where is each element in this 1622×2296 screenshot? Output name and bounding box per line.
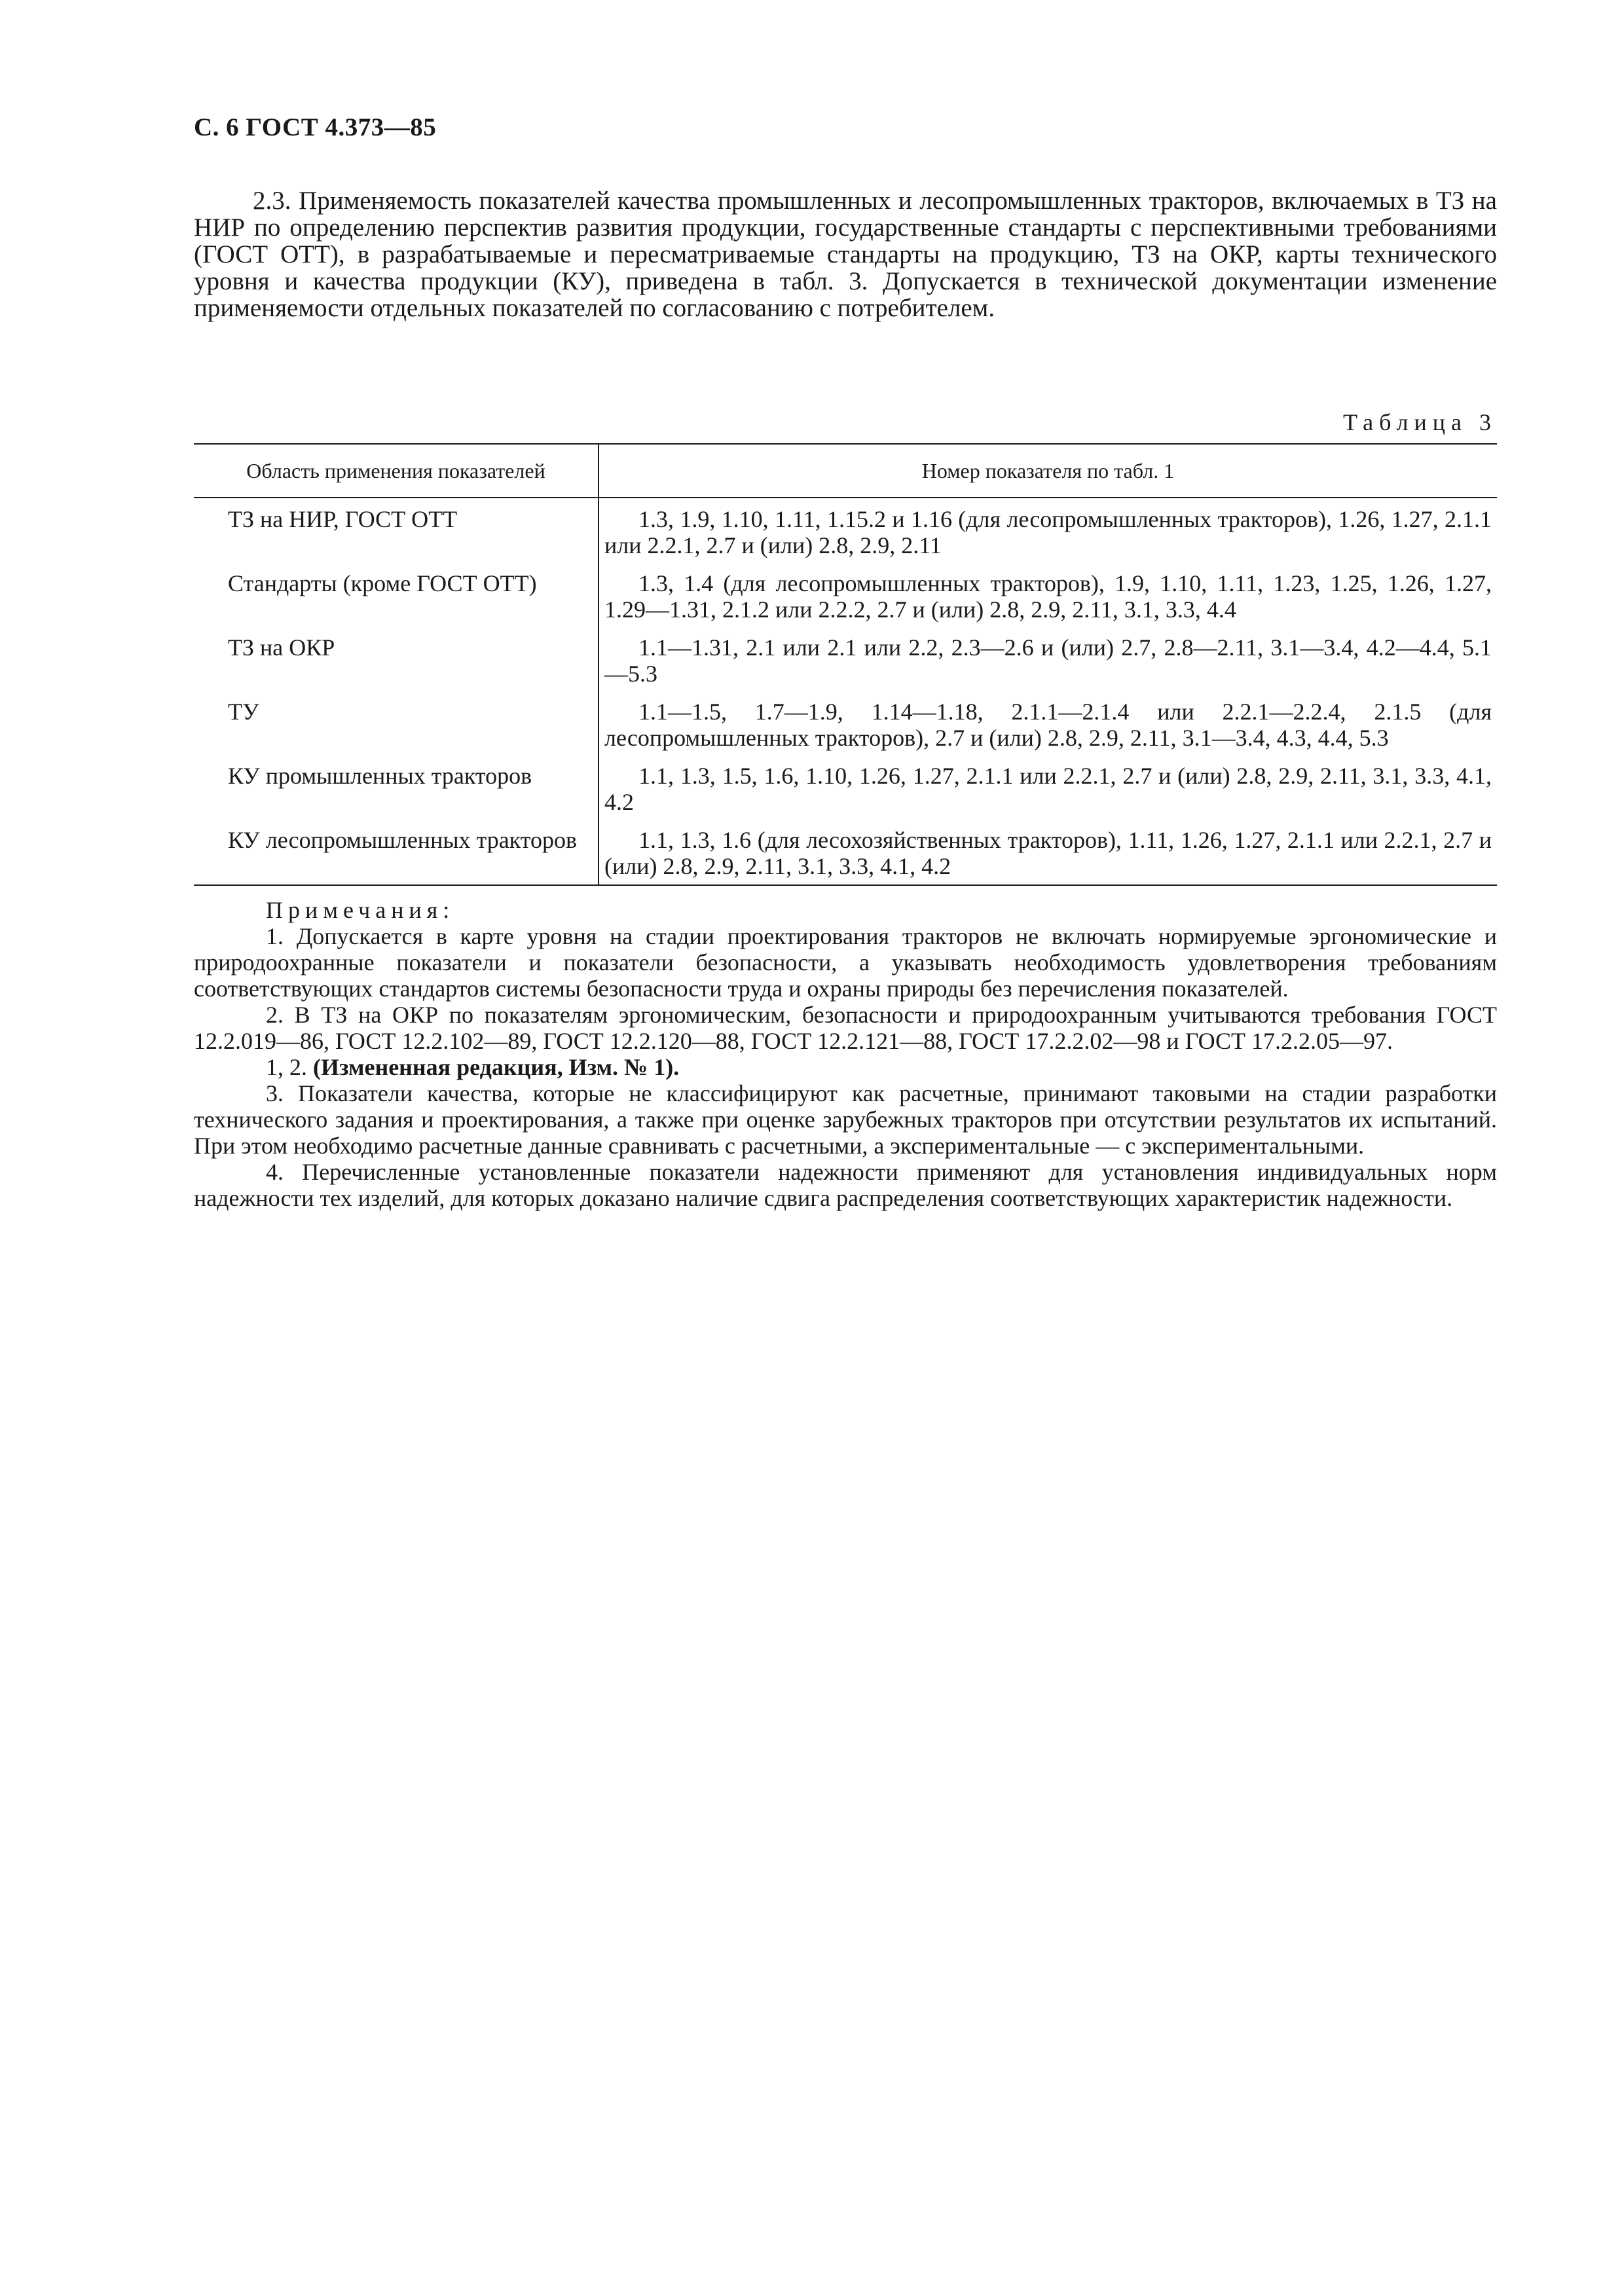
row-numbers: 1.3, 1.4 (для лесопромышленных тракторов), 1.9, 1.10, 1.11, 1.23, 1.25, 1.26, 1.27, 1.29—1.31, 2.1.2 или 2.2.2, 2.7 и (или) 2.8, 2.9, 2.11, 3.1, 3.3, 4.4	[599, 564, 1497, 628]
row-area: Стандарты (кроме ГОСТ ОТТ)	[228, 570, 537, 596]
note-item: 1. Допускается в карте уровня на стадии проектирования тракторов не включать нормируемые эргономические и природоохранные показатели и показатели безопасности, а указывать необходимость удовлетворения требованиям соответствующих стандартов системы безопасности труда и охраны природы без перечисления показателей.	[194, 923, 1497, 1002]
column-header-numbers: Номер показателя по табл. 1	[599, 444, 1497, 498]
row-numbers: 1.1, 1.3, 1.6 (для лесохозяйственных тракторов), 1.11, 1.26, 1.27, 2.1.1 или 2.2.1, 2.7 и (или) 2.8, 2.9, 2.11, 3.1, 3.3, 4.1, 4.2	[599, 820, 1497, 885]
note-item: 4. Перечисленные установленные показатели надежности применяют для установления индивидуальных норм надежности тех изделий, для которых доказано наличие сдвига распределения соответствующих характеристик надежности.	[194, 1159, 1497, 1211]
row-numbers: 1.1, 1.3, 1.5, 1.6, 1.10, 1.26, 1.27, 2.1.1 или 2.2.1, 2.7 и (или) 2.8, 2.9, 2.11, 3.1, 3.3, 4.1, 4.2	[599, 756, 1497, 820]
amendment-line	[194, 1054, 1497, 1080]
row-area: ТЗ на ОКР	[228, 634, 335, 661]
note-item: 3. Показатели качества, которые не классифицируют как расчетные, принимают таковыми на стадии разработки технического задания и проектирования, а также при оценке зарубежных тракторов при отсутствии результатов их испытаний. При этом необходимо расчетные данные сравнивать с расчетными, а экспериментальные — с экспериментальными.	[194, 1080, 1497, 1159]
column-header-area: Область применения показателей	[194, 444, 599, 498]
row-area: КУ лесопромышленных тракторов	[194, 820, 599, 885]
note-item: 2. В ТЗ на ОКР по показателям эргономическим, безопасности и природоохранным учитываются требования ГОСТ 12.2.019—86, ГОСТ 12.2.102—89, ГОСТ 12.2.120—88, ГОСТ 12.2.121—88, ГОСТ 17.2.2.02—98 и ГОСТ 17.2.2.05—97.	[194, 1002, 1497, 1054]
row-area: ТУ	[228, 699, 259, 725]
row-numbers: 1.1—1.31, 2.1 или 2.1 или 2.2, 2.3—2.6 и (или) 2.7, 2.8—2.11, 3.1—3.4, 4.2—4.4, 5.1—5.3	[599, 628, 1497, 692]
applicability-table	[194, 443, 1497, 886]
table-caption: Таблица 3	[1343, 409, 1497, 435]
page-header: С. 6 ГОСТ 4.373—85	[194, 113, 437, 141]
amendment-prefix: 1, 2.	[266, 1054, 307, 1080]
table-row	[194, 564, 1497, 628]
table-row	[194, 820, 1497, 885]
table-row	[194, 628, 1497, 692]
row-area: КУ промышленных тракторов	[228, 763, 532, 789]
table-row	[194, 756, 1497, 820]
table-row	[194, 498, 1497, 564]
row-numbers: 1.1—1.5, 1.7—1.9, 1.14—1.18, 2.1.1—2.1.4 или 2.2.1—2.2.4, 2.1.5 (для лесопромышленных тракторов), 2.7 и (или) 2.8, 2.9, 2.11, 3.1—3.4, 4.3, 4.4, 5.3	[599, 692, 1497, 756]
notes-title: Примечания:	[266, 897, 455, 923]
row-area: ТЗ на НИР, ГОСТ ОТТ	[228, 506, 458, 532]
intro-paragraph: 2.3. Применяемость показателей качества промышленных и лесопромышленных тракторов, включаемых в ТЗ на НИР по определению перспектив развития продукции, государственные стандарты с перспективными требованиями (ГОСТ ОТТ), в разрабатываемые и пересматриваемые стандарты на продукцию, ТЗ на ОКР, карты технического уровня и качества продукции (КУ), приведена в табл. 3. Допускается в технической документации изменение применяемости отдельных показателей по согласованию с потребителем.	[194, 187, 1497, 322]
table-row	[194, 692, 1497, 756]
row-numbers: 1.3, 1.9, 1.10, 1.11, 1.15.2 и 1.16 (для лесопромышленных тракторов), 1.26, 1.27, 2.1.1 или 2.2.1, 2.7 и (или) 2.8, 2.9, 2.11	[599, 498, 1497, 564]
notes-section	[194, 897, 1497, 1211]
amendment-text: (Измененная редакция, Изм. № 1).	[313, 1054, 680, 1080]
